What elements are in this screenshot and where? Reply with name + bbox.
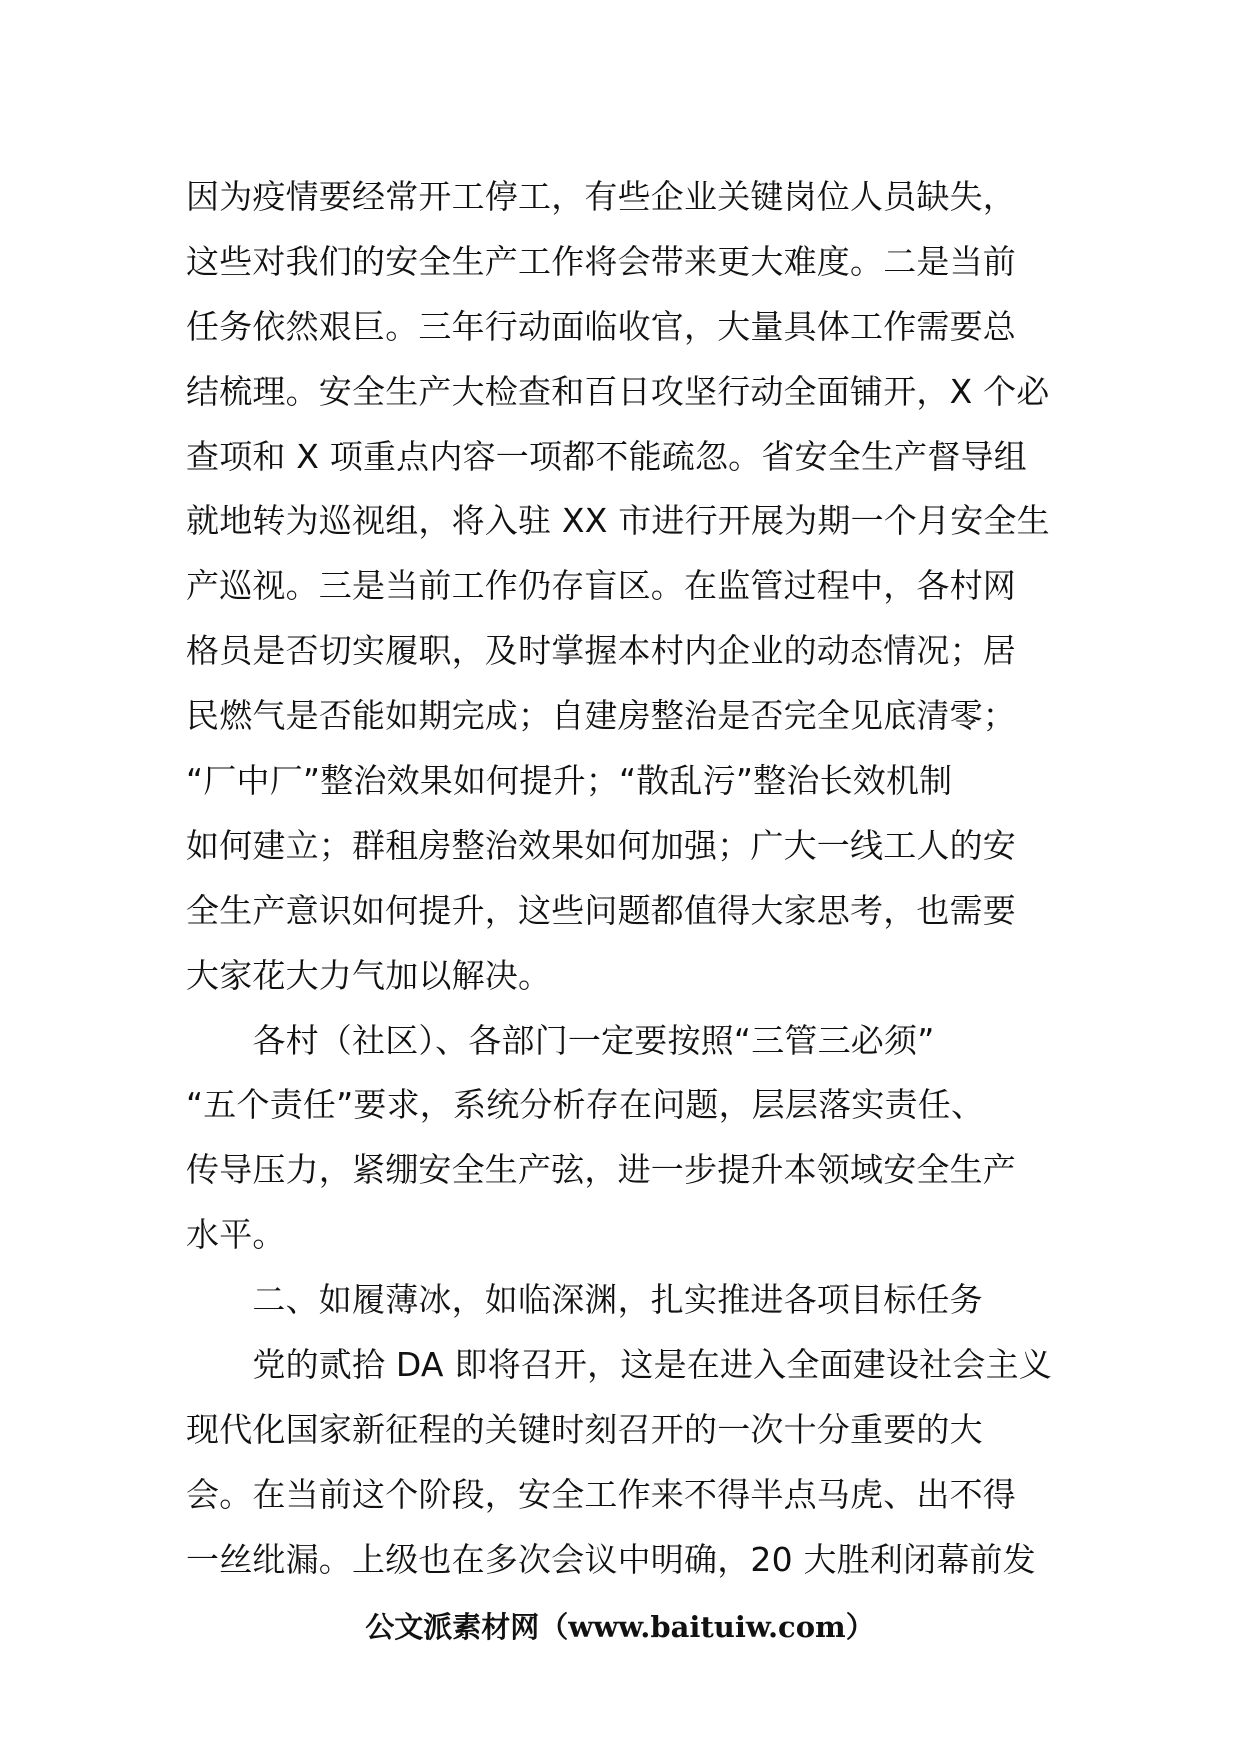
footer-source: 公文派素材网（www.baituiw.com）	[365, 1610, 875, 1644]
text-line: 格员是否切实履职，及时掌握本村内企业的动态情况；居	[186, 631, 1016, 671]
text-line: 产巡视。三是当前工作仍存盲区。在监管过程中，各村网	[186, 566, 1016, 606]
text-line: 因为疫情要经常开工停工，有些企业关键岗位人员缺失，	[186, 177, 1016, 216]
text-line: 全生产意识如何提升，这些问题都值得大家思考，也需要	[186, 890, 1016, 930]
text-line: 各村（社区）、各部门一定要按照“三管三必须”	[186, 1020, 935, 1060]
body-text	[186, 165, 1066, 1593]
text-line: 水平。	[186, 1215, 286, 1255]
text-line: 就地转为巡视组，将入驻 XX 市进行开展为期一个月安全生	[186, 501, 1050, 541]
text-line: 结梳理。安全生产大检查和百日攻坚行动全面铺开，X 个必	[186, 371, 1050, 411]
text-line: 民燃气是否能如期完成；自建房整治是否完全见底清零；	[186, 696, 1016, 736]
text-line: 党的贰拾 DA 即将召开，这是在进入全面建设社会主义	[186, 1345, 1052, 1385]
text-line: 传导压力，紧绷安全生产弦，进一步提升本领域安全生产	[186, 1150, 1016, 1190]
section-heading: 二、如履薄冰，如临深渊，扎实推进各项目标任务	[186, 1280, 983, 1320]
text-line: 会。在当前这个阶段，安全工作来不得半点马虎、出不得	[186, 1474, 1016, 1514]
text-line: “五个责任”要求，系统分析存在问题，层层落实责任、	[186, 1085, 985, 1125]
text-line: 这些对我们的安全生产工作将会带来更大难度。二是当前	[186, 241, 1016, 281]
text-line: 查项和 X 项重点内容一项都不能疏忽。省安全生产督导组	[186, 436, 1027, 476]
text-line: 大家花大力气加以解决。	[186, 955, 552, 995]
text-line: “厂中厂”整治效果如何提升；“散乱污”整治长效机制	[186, 761, 953, 801]
text-line: 任务依然艰巨。三年行动面临收官，大量具体工作需要总	[186, 306, 1016, 346]
text-line: 如何建立；群租房整治效果如何加强；广大一线工人的安	[186, 825, 1016, 865]
text-line: 现代化国家新征程的关键时刻召开的一次十分重要的大	[186, 1409, 983, 1449]
text-line: 一丝纰漏。上级也在多次会议中明确，20 大胜利闭幕前发	[186, 1539, 1036, 1579]
